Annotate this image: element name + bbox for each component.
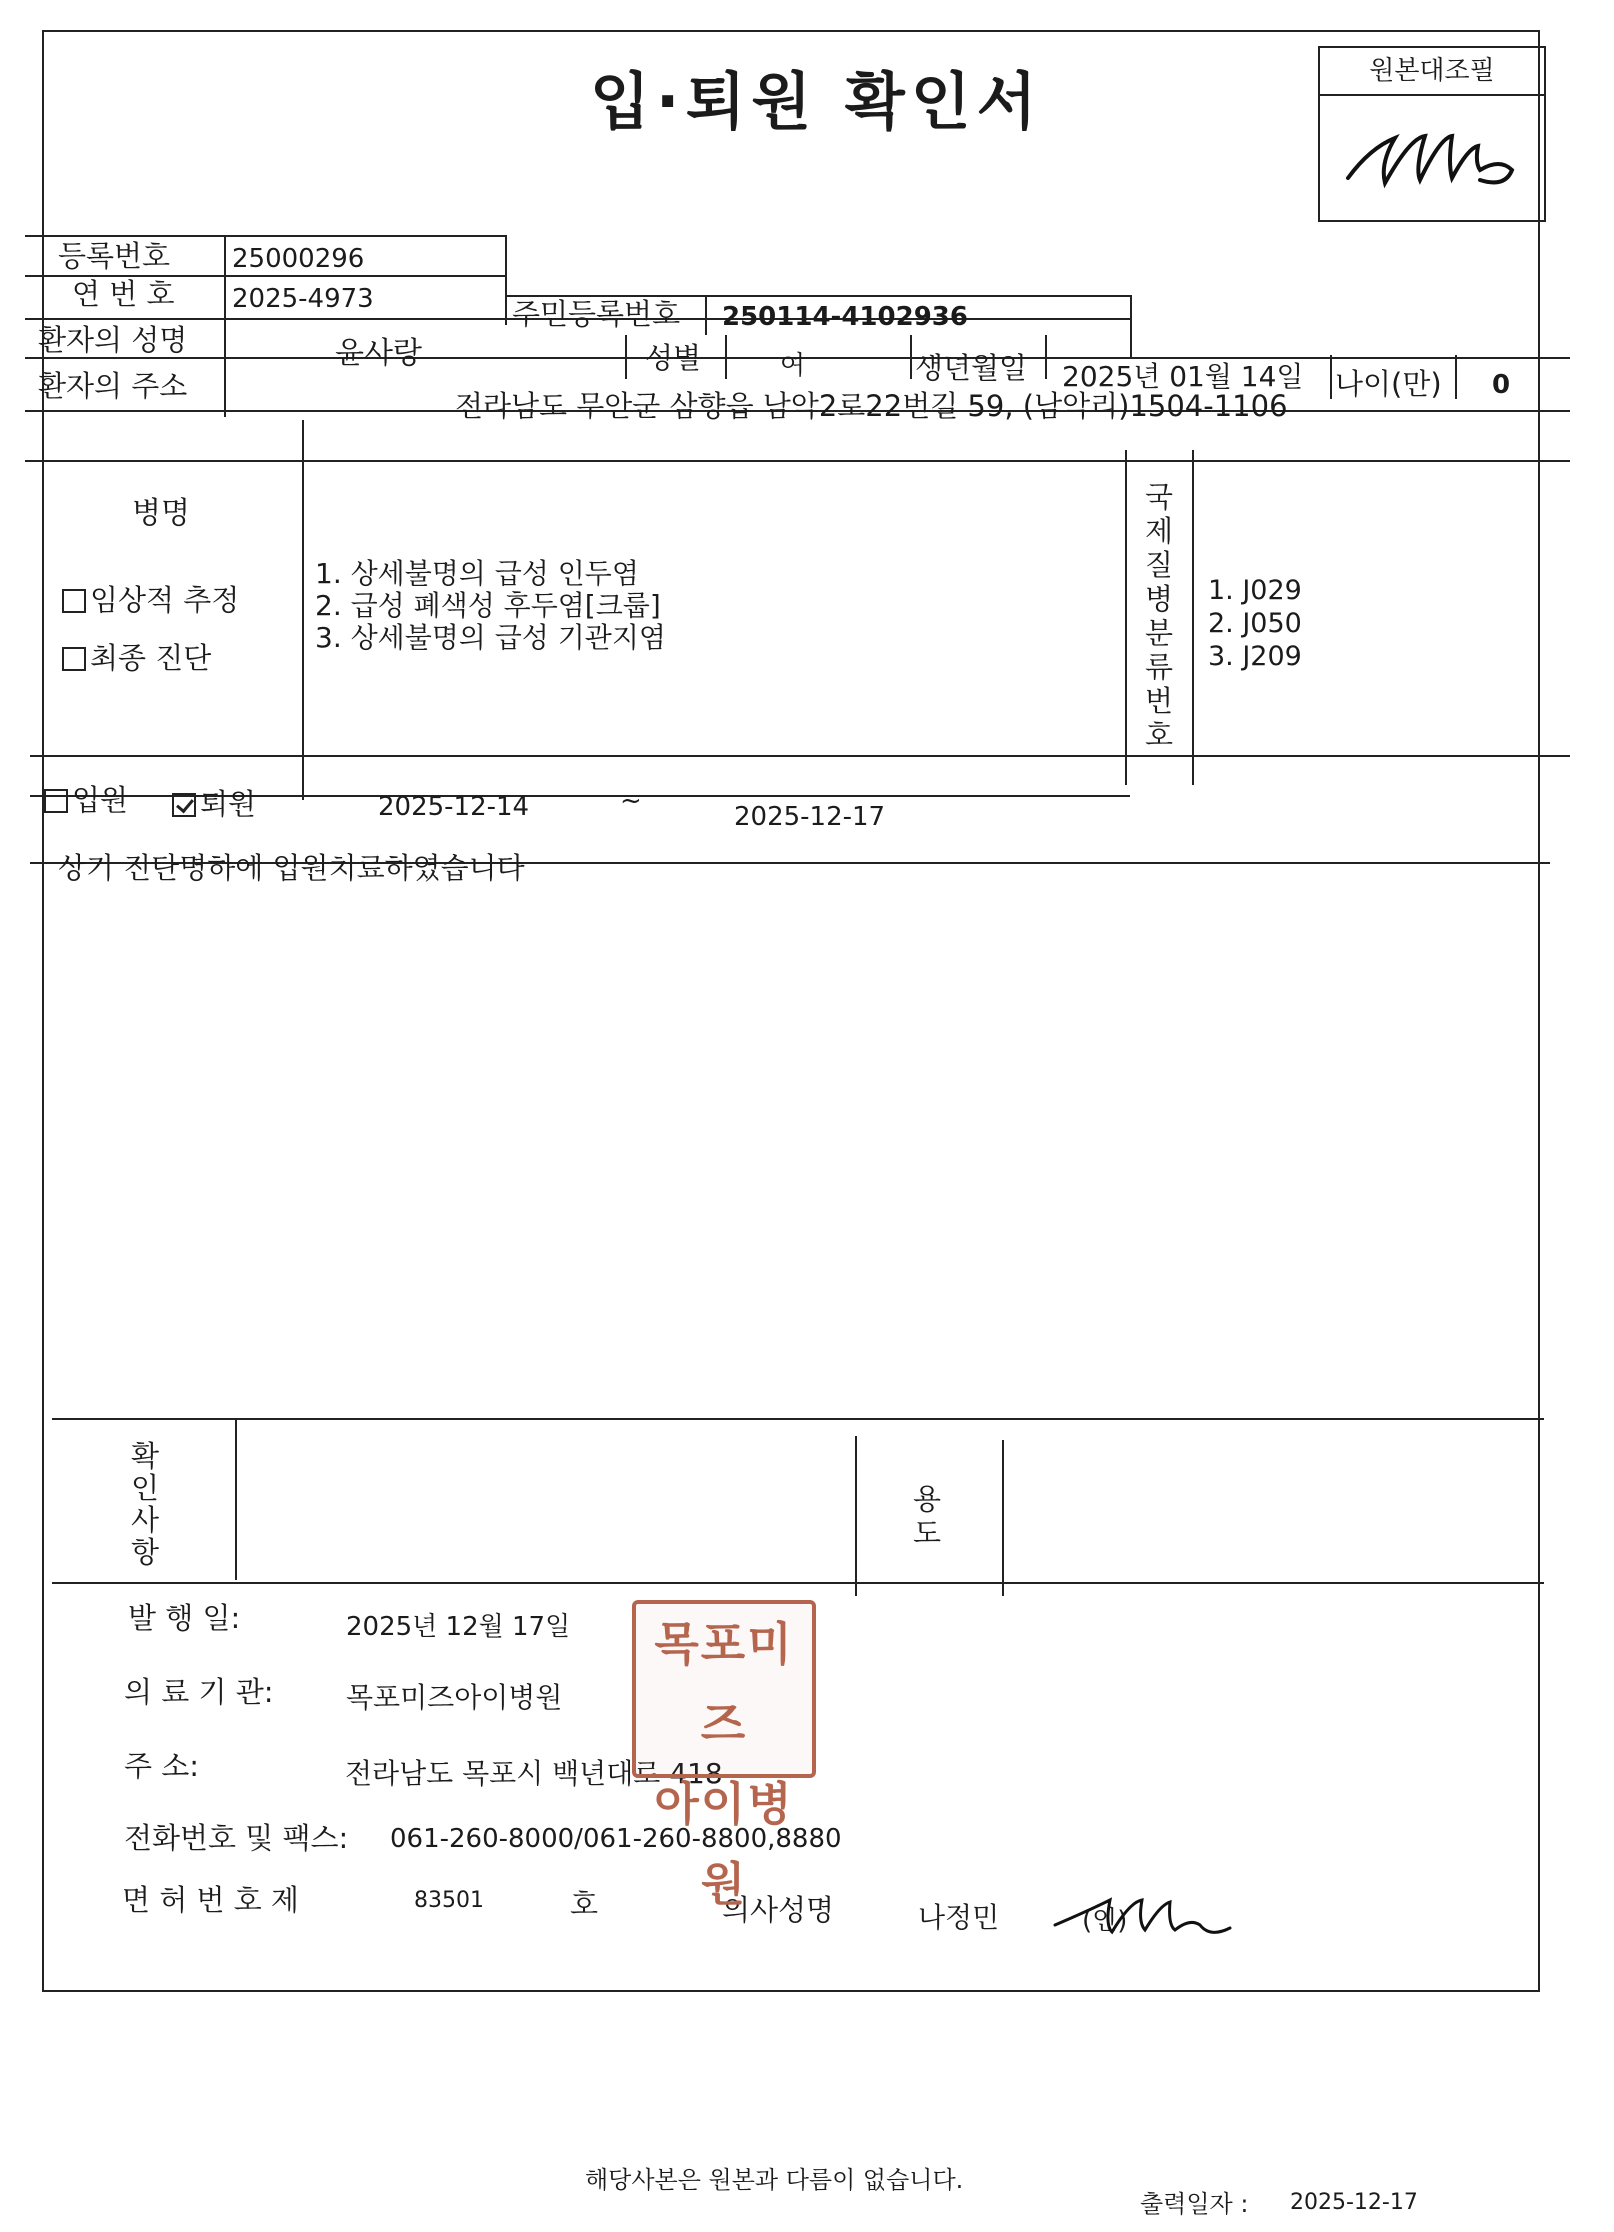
clinical-label: 임상적 추정 <box>90 583 240 617</box>
dob-value: 2025년 01월 14일 <box>1062 360 1304 393</box>
grid-line <box>725 335 727 379</box>
reg-no-value: 25000296 <box>232 244 365 274</box>
discharge-option <box>172 782 256 823</box>
footer-note: 해당사본은 원본과 다름이 없습니다. <box>585 2166 964 2194</box>
hospital-stamp <box>632 1600 816 1911</box>
institution-label: 의 료 기 관: <box>124 1675 274 1709</box>
admit-option <box>44 778 128 819</box>
institution-value: 목포미즈아이병원 <box>346 1681 563 1714</box>
print-date-label: 출력일자 : <box>1140 2190 1249 2218</box>
grid-line <box>235 1420 237 1580</box>
final-label: 최종 진단 <box>90 641 212 675</box>
grid-line <box>1045 335 1047 379</box>
grid-line <box>1130 295 1132 357</box>
discharge-checkbox[interactable] <box>172 793 196 817</box>
grid-line <box>1330 355 1332 399</box>
grid-line <box>705 295 707 335</box>
stamp-line-2: 아이병원 <box>654 1777 794 1911</box>
admit-checkbox[interactable] <box>44 789 68 813</box>
doctor-seal-mark: (인) <box>1082 1906 1128 1936</box>
phone-value: 061-260-8000/061-260-8800,8880 <box>390 1824 842 1854</box>
rrn-label: 주민등록번호 <box>512 297 681 331</box>
phone-label: 전화번호 및 팩스: <box>124 1821 349 1855</box>
issuer-address-value: 전라남도 목포시 백년대로 418 <box>345 1757 723 1790</box>
doctor-signature <box>1050 1880 1250 1950</box>
icd-code-2: 2. J050 <box>1208 608 1302 639</box>
clinical-checkbox[interactable] <box>62 589 86 613</box>
confirm-label: 확 인 사 항 <box>130 1439 159 1569</box>
original-copy-box <box>1318 46 1546 222</box>
serial-value: 2025-4973 <box>232 284 374 314</box>
grid-line <box>855 1436 857 1596</box>
address-label: 환자의 주소 <box>38 369 188 403</box>
grid-line <box>1002 1440 1004 1596</box>
admit-label: 입원 <box>72 783 129 817</box>
icd-code-1: 1. J029 <box>1208 575 1302 606</box>
sex-value: 여 <box>780 351 806 381</box>
grid-line <box>1455 355 1457 399</box>
diagnosis-item-1: 1. 상세불명의 급성 인두염 <box>315 557 639 590</box>
diagnosis-item-3: 3. 상세불명의 급성 기관지염 <box>315 621 666 654</box>
grid-line <box>30 755 1570 757</box>
final-option <box>62 636 211 677</box>
name-label: 환자의 성명 <box>38 323 188 357</box>
license-suffix: 호 <box>570 1887 599 1921</box>
stay-from: 2025-12-14 <box>378 792 530 822</box>
rrn-value: 250114-4102936 <box>722 302 968 332</box>
treatment-statement: 상기 진단명하에 입원치료하였습니다 <box>58 851 525 885</box>
age-value: 0 <box>1492 370 1511 400</box>
grid-line <box>910 335 912 379</box>
sex-label: 성별 <box>645 341 702 375</box>
age-label: 나이(만) <box>1335 367 1442 401</box>
icd-code-3: 3. J209 <box>1208 641 1302 672</box>
grid-line <box>302 420 304 800</box>
original-copy-label: 원본대조필 <box>1320 48 1544 96</box>
final-checkbox[interactable] <box>62 647 86 671</box>
name-value: 윤사랑 <box>335 336 422 371</box>
stay-to: 2025-12-17 <box>734 802 886 832</box>
reg-no-label: 등록번호 <box>58 239 171 273</box>
issue-date-value: 2025년 12월 17일 <box>346 1612 571 1642</box>
grid-line <box>52 1418 1544 1420</box>
stamp-line-1: 목포미즈 <box>654 1617 794 1751</box>
clinical-option <box>62 578 239 619</box>
document-title: 입·퇴원 확인서 <box>590 65 1043 138</box>
grid-line <box>52 1582 1544 1584</box>
grid-line <box>1192 450 1194 785</box>
discharge-label: 퇴원 <box>200 787 257 821</box>
license-no: 83501 <box>414 1888 484 1913</box>
grid-line <box>25 460 1570 462</box>
purpose-label: 용 도 <box>912 1482 941 1550</box>
issue-date-label: 발 행 일: <box>128 1601 241 1635</box>
issuer-address-label: 주 소: <box>124 1749 200 1783</box>
doctor-label: 의사성명 <box>722 1893 835 1927</box>
grid-line <box>625 335 627 379</box>
verification-signature <box>1340 108 1530 208</box>
license-label: 면 허 번 호 제 <box>122 1883 299 1917</box>
address-value: 전라남도 무안군 삼향읍 남악2로22번길 59, (남악리)1504-1106 <box>455 389 1288 423</box>
dob-label: 생년월일 <box>915 351 1028 385</box>
icd-code-label: 국 제 질 병 분 류 번 호 <box>1144 480 1173 752</box>
doctor-name: 나정민 <box>918 1901 1000 1934</box>
serial-label: 연 번 호 <box>72 277 175 311</box>
print-date-value: 2025-12-17 <box>1290 2190 1418 2215</box>
diagnosis-item-2: 2. 급성 폐색성 후두염[크룹] <box>315 589 661 622</box>
grid-line <box>224 357 226 410</box>
grid-line <box>1125 450 1127 785</box>
diagnosis-label: 병명 <box>132 496 190 531</box>
stay-tilde: ~ <box>620 786 642 816</box>
grid-line <box>505 235 507 325</box>
